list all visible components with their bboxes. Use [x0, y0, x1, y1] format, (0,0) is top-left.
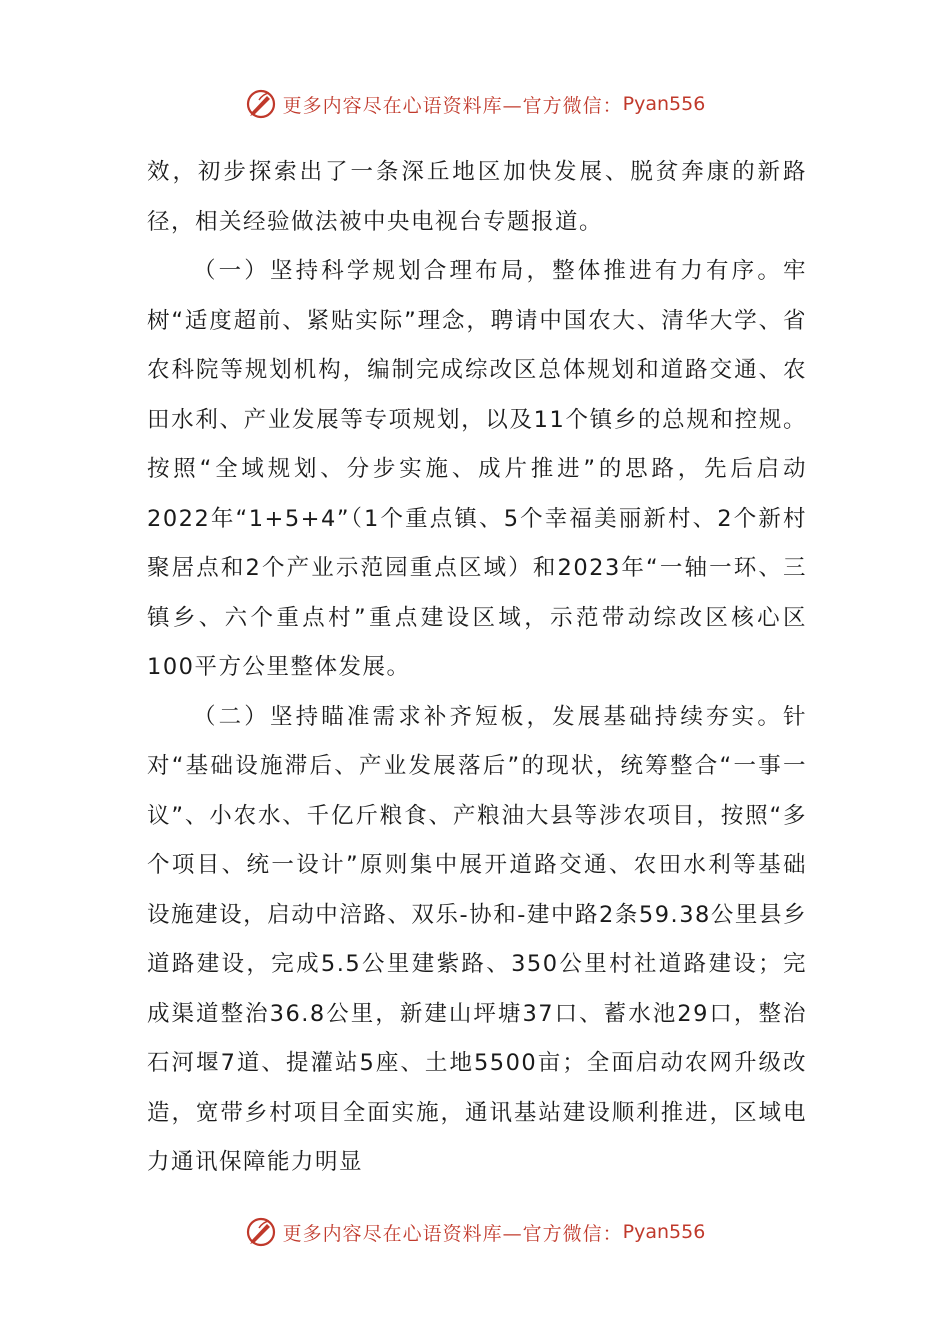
- paragraph-continuation: 效，初步探索出了一条深丘地区加快发展、脱贫奔康的新路径，相关经验做法被中央电视台专题报道。: [147, 159, 807, 235]
- pen-logo-icon: [245, 1216, 277, 1248]
- header-watermark: [0, 84, 950, 124]
- paragraph-planning: （一）坚持科学规划合理布局，整体推进有力有序。牢树“适度超前、紧贴实际”理念，聘请中国农大、清华大学、省农科院等规划机构，编制完成综改区总体规划和道路交通、农田水利、产业发展等专项规划，以及11个镇乡的总规和控规。按照“全域规划、分步实施、成片推进”的思路，先后启动2022年“1+5+4”（1个重点镇、5个幸福美丽新村、2个新村聚居点和2个产业示范园重点区域）和2023年“一轴一环、三镇乡、六个重点村”重点建设区域，示范带动综改区核心区100平方公里整体发展。: [147, 258, 807, 680]
- footer-watermark: [0, 1212, 950, 1252]
- pen-logo-icon: [245, 88, 277, 120]
- watermark-text: 更多内容尽在心语资料库—官方微信：: [282, 94, 623, 117]
- watermark-wechat-id: Pyan556: [622, 93, 706, 115]
- document-body: [147, 148, 807, 1188]
- paragraph-infrastructure: （二）坚持瞄准需求补齐短板，发展基础持续夯实。针对“基础设施滞后、产业发展落后”的现状，统筹整合“一事一议”、小农水、千亿斤粮食、产粮油大县等涉农项目，按照“多个项目、统一设计”原则集中展开道路交通、农田水利等基础设施建设，启动中涪路、双乐-协和-建中路2条59.38公里县乡道路建设，完成5.5公里建紫路、350公里村社道路建设；完成渠道整治36.8公里，新建山坪塘37口、蓄水池29口，整治石河堰7道、提灌站5座、土地5500亩；全面启动农网升级改造，宽带乡村项目全面实施，通讯基站建设顺利推进，区域电力通讯保障能力明显: [147, 703, 807, 1175]
- watermark-wechat-id: Pyan556: [622, 1221, 706, 1243]
- watermark-text: 更多内容尽在心语资料库—官方微信：: [282, 1222, 623, 1245]
